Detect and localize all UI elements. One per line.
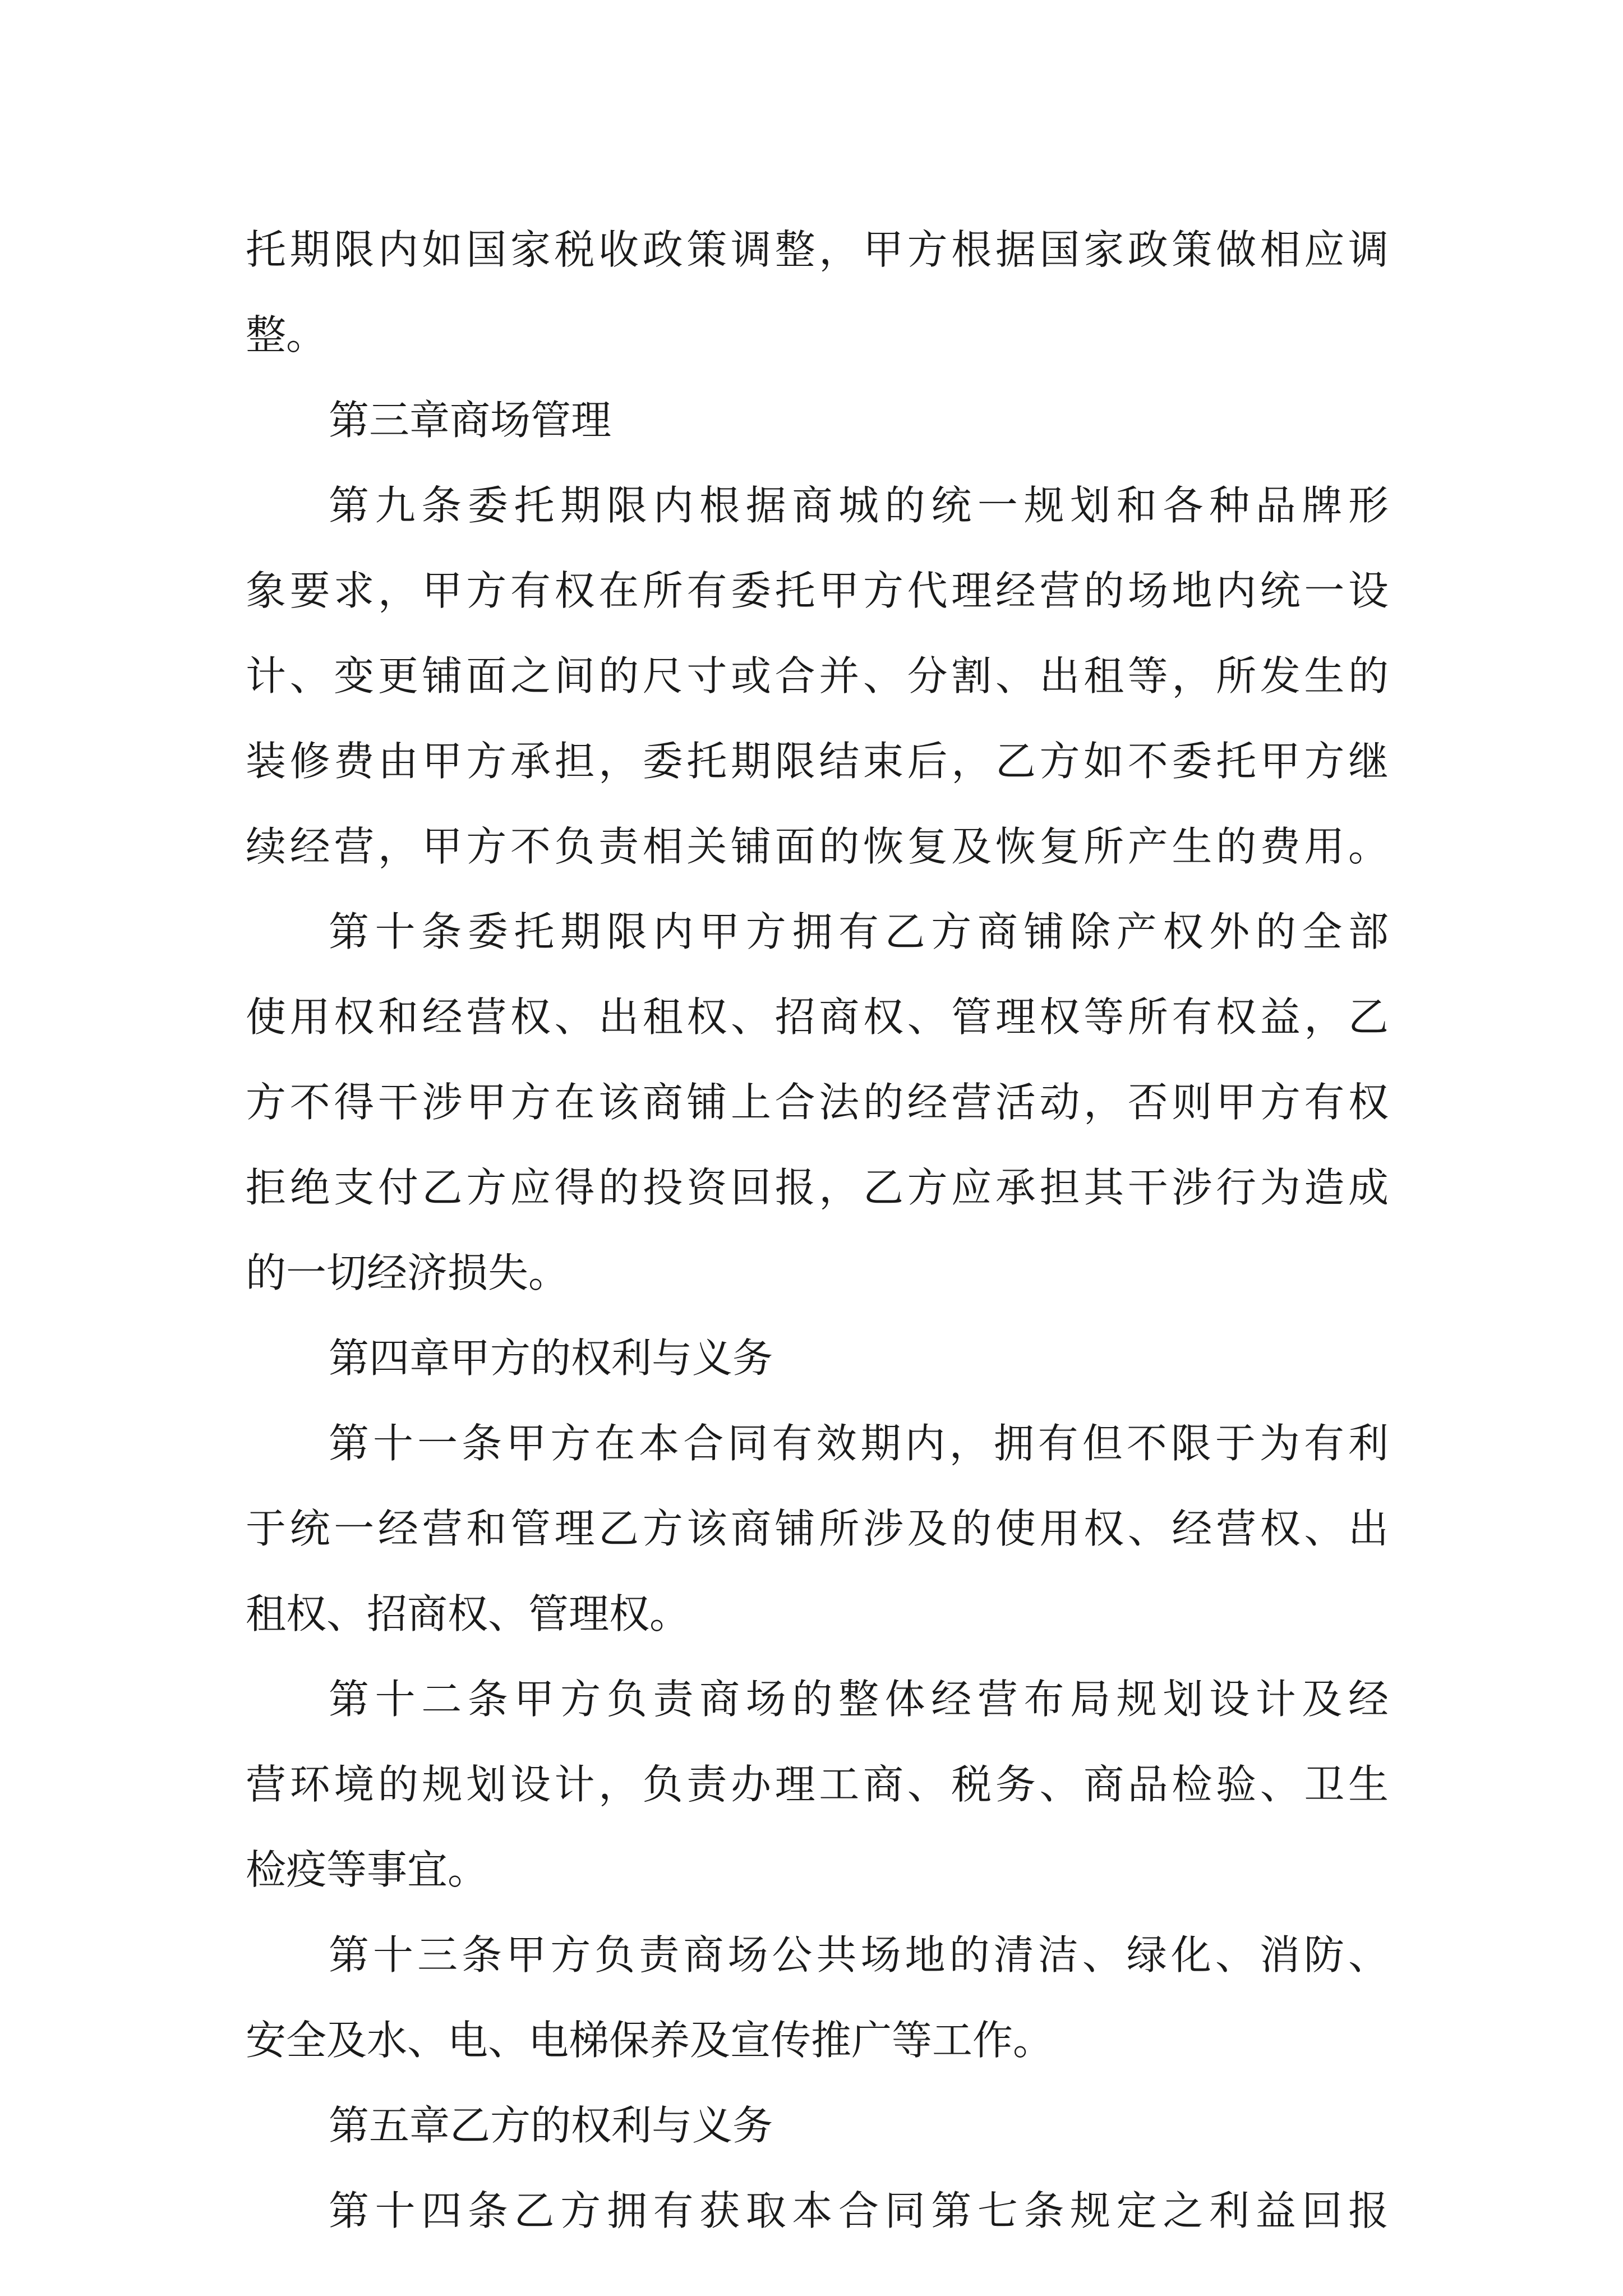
- paragraph-line: 象要求，甲方有权在所有委托甲方代理经营的场地内统一设: [246, 567, 1389, 614]
- paragraph-line: 检疫等事宜。: [246, 1846, 488, 1893]
- paragraph-line: 续经营，甲方不负责相关铺面的恢复及恢复所产生的费用。: [246, 823, 1389, 870]
- paragraph-line: 拒绝支付乙方应得的投资回报，乙方应承担其干涉行为造成: [246, 1164, 1389, 1211]
- paragraph-line: 第九条委托期限内根据商城的统一规划和各种品牌形: [329, 482, 1389, 529]
- paragraph-line: 计、变更铺面之间的尺寸或合并、分割、出租等，所发生的: [246, 652, 1389, 700]
- paragraph-line: 第十二条甲方负责商场的整体经营布局规划设计及经: [329, 1676, 1389, 1723]
- paragraph-line: 第十条委托期限内甲方拥有乙方商铺除产权外的全部: [329, 908, 1389, 955]
- document-body: [246, 207, 1389, 2253]
- paragraph-line: 第十一条甲方在本合同有效期内，拥有但不限于为有利: [329, 1420, 1389, 1467]
- paragraph-line: 装修费由甲方承担，委托期限结束后，乙方如不委托甲方继: [246, 738, 1389, 785]
- paragraph-line: 的一切经济损失。: [246, 1249, 569, 1296]
- paragraph-line: 营环境的规划设计，负责办理工商、税务、商品检验、卫生: [246, 1761, 1389, 1808]
- paragraph-line: 安全及水、电、电梯保养及宣传推广等工作。: [246, 2017, 1054, 2064]
- paragraph-line: 租权、招商权、管理权。: [246, 1590, 690, 1637]
- paragraph-line: 第十四条乙方拥有获取本合同第七条规定之利益回报: [329, 2187, 1389, 2234]
- chapter-heading: 第五章乙方的权利与义务: [329, 2102, 773, 2149]
- chapter-heading: 第三章商场管理: [329, 397, 612, 444]
- paragraph-line: 方不得干涉甲方在该商铺上合法的经营活动，否则甲方有权: [246, 1079, 1389, 1126]
- paragraph-line: 于统一经营和管理乙方该商铺所涉及的使用权、经营权、出: [246, 1505, 1389, 1552]
- paragraph-line: 使用权和经营权、出租权、招商权、管理权等所有权益，乙: [246, 993, 1389, 1041]
- chapter-heading: 第四章甲方的权利与义务: [329, 1335, 773, 1382]
- paragraph-line: 托期限内如国家税收政策调整，甲方根据国家政策做相应调: [246, 226, 1389, 273]
- paragraph-line: 第十三条甲方负责商场公共场地的清洁、绿化、消防、: [329, 1931, 1389, 1978]
- paragraph-line: 整。: [246, 311, 327, 358]
